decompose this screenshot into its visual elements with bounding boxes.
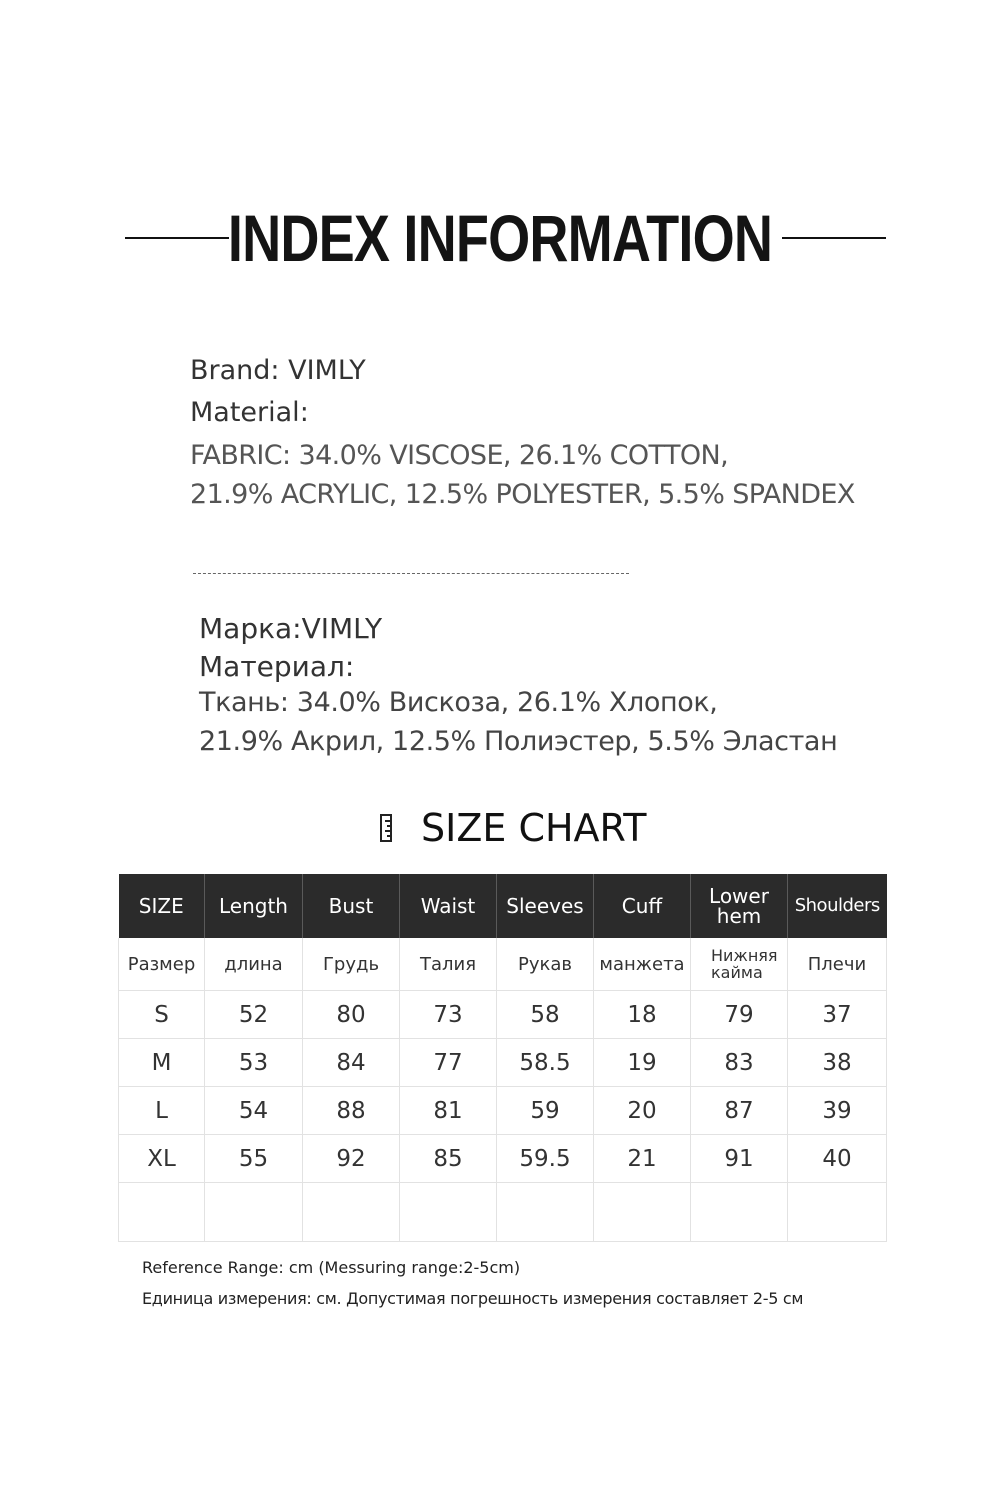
table-cell-empty bbox=[119, 1183, 205, 1242]
ruler-icon bbox=[380, 814, 392, 842]
table-cell: S bbox=[119, 991, 205, 1039]
ru-header-cuff: манжета bbox=[594, 938, 691, 991]
reference-note-en: Reference Range: cm (Messuring range:2-5cm) bbox=[142, 1258, 521, 1277]
section-divider bbox=[193, 573, 629, 574]
table-cell: 85 bbox=[400, 1135, 497, 1183]
table-cell: 88 bbox=[303, 1087, 400, 1135]
col-header-size: SIZE bbox=[119, 874, 205, 938]
size-table bbox=[118, 874, 887, 1242]
table-cell: 77 bbox=[400, 1039, 497, 1087]
col-header-waist: Waist bbox=[400, 874, 497, 938]
ru-header-sleeves: Рукав bbox=[497, 938, 594, 991]
ru-header-size: Размер bbox=[119, 938, 205, 991]
material-label-en: Material: bbox=[190, 397, 309, 428]
col-header-bust: Bust bbox=[303, 874, 400, 938]
table-cell: 55 bbox=[205, 1135, 303, 1183]
col-header-length: Length bbox=[205, 874, 303, 938]
col-header-cuff: Cuff bbox=[594, 874, 691, 938]
table-row bbox=[119, 1135, 887, 1183]
table-cell: 87 bbox=[691, 1087, 788, 1135]
table-cell: 37 bbox=[788, 991, 887, 1039]
table-cell: 40 bbox=[788, 1135, 887, 1183]
table-cell: 53 bbox=[205, 1039, 303, 1087]
table-cell: 39 bbox=[788, 1087, 887, 1135]
table-cell: 59 bbox=[497, 1087, 594, 1135]
ru-header-lower-hem: Нижняя кайма bbox=[691, 938, 788, 991]
table-cell: 21 bbox=[594, 1135, 691, 1183]
table-cell: 59.5 bbox=[497, 1135, 594, 1183]
table-cell: 58 bbox=[497, 991, 594, 1039]
table-cell: 20 bbox=[594, 1087, 691, 1135]
brand-ru: Марка:VIMLY bbox=[199, 612, 383, 645]
table-cell: 19 bbox=[594, 1039, 691, 1087]
col-header-lower-hem-label: Lower hem bbox=[709, 884, 769, 928]
col-header-sleeves: Sleeves bbox=[497, 874, 594, 938]
fabric-ru-line2: 21.9% Акрил, 12.5% Полиэстер, 5.5% Эластан bbox=[199, 726, 838, 757]
table-cell-empty bbox=[205, 1183, 303, 1242]
material-label-ru: Материал: bbox=[199, 650, 355, 683]
ru-header-length: длина bbox=[205, 938, 303, 991]
table-cell: L bbox=[119, 1087, 205, 1135]
col-header-lower-hem bbox=[691, 874, 788, 938]
fabric-en-line1: FABRIC: 34.0% VISCOSE, 26.1% COTTON, bbox=[190, 440, 729, 471]
table-cell: M bbox=[119, 1039, 205, 1087]
table-row-empty bbox=[119, 1183, 887, 1242]
table-row bbox=[119, 991, 887, 1039]
page-title: INDEX INFORMATION bbox=[227, 201, 773, 275]
table-cell: 18 bbox=[594, 991, 691, 1039]
ru-header-bust: Грудь bbox=[303, 938, 400, 991]
reference-note-ru: Единица измерения: см. Допустимая погрешность измерения составляет 2-5 см bbox=[142, 1289, 804, 1308]
col-header-shoulders: Shoulders bbox=[788, 874, 887, 938]
ru-header-waist: Талия bbox=[400, 938, 497, 991]
table-cell-empty bbox=[497, 1183, 594, 1242]
table-cell: 80 bbox=[303, 991, 400, 1039]
size-chart-title: SIZE CHART bbox=[421, 806, 647, 850]
brand-en: Brand: VIMLY bbox=[190, 355, 366, 386]
fabric-en-line2: 21.9% ACRYLIC, 12.5% POLYESTER, 5.5% SPANDEX bbox=[190, 479, 855, 510]
table-cell: 52 bbox=[205, 991, 303, 1039]
table-row bbox=[119, 1039, 887, 1087]
table-cell-empty bbox=[691, 1183, 788, 1242]
header-row-en bbox=[119, 874, 887, 938]
table-cell: 84 bbox=[303, 1039, 400, 1087]
table-cell: 54 bbox=[205, 1087, 303, 1135]
ru-header-shoulders: Плечи bbox=[788, 938, 887, 991]
table-cell: 73 bbox=[400, 991, 497, 1039]
table-cell-empty bbox=[788, 1183, 887, 1242]
fabric-ru-line1: Ткань: 34.0% Вискоза, 26.1% Хлопок, bbox=[199, 687, 718, 718]
table-cell: 58.5 bbox=[497, 1039, 594, 1087]
table-cell: 83 bbox=[691, 1039, 788, 1087]
table-cell: 38 bbox=[788, 1039, 887, 1087]
table-row bbox=[119, 1087, 887, 1135]
header-row-ru bbox=[119, 938, 887, 991]
table-cell: 91 bbox=[691, 1135, 788, 1183]
table-cell: 79 bbox=[691, 991, 788, 1039]
title-right-rule bbox=[782, 237, 886, 239]
table-cell-empty bbox=[594, 1183, 691, 1242]
table-cell: XL bbox=[119, 1135, 205, 1183]
table-cell-empty bbox=[400, 1183, 497, 1242]
table-cell: 81 bbox=[400, 1087, 497, 1135]
table-cell-empty bbox=[303, 1183, 400, 1242]
table-cell: 92 bbox=[303, 1135, 400, 1183]
